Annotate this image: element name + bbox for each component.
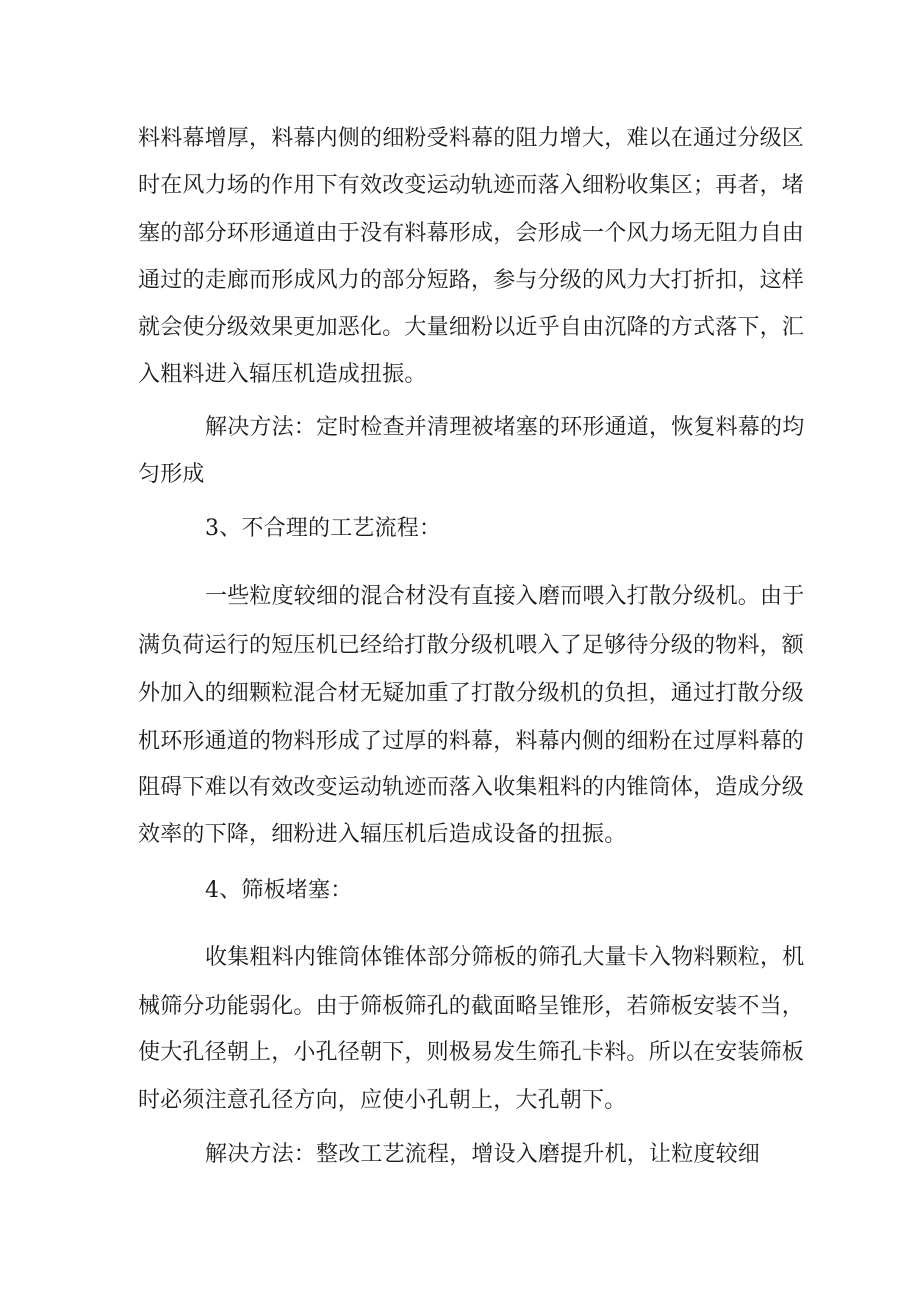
paragraph-1-line-4: 通过的走廊而形成风力的部分短路，参与分级的风力大打折扣，这样: [138, 268, 805, 293]
paragraph-3-line-6: 效率的下降，细粉进入辐压机后造成设备的扭振。: [138, 822, 627, 847]
paragraph-2-line-2: 匀形成: [138, 462, 205, 487]
paragraph-2-line-1: 解决方法：定时检查并清理被堵塞的环形通道，恢复料幕的均: [205, 415, 805, 440]
paragraph-1-line-5: 就会使分级效果更加恶化。大量细粉以近乎自由沉降的方式落下，汇: [138, 315, 805, 340]
paragraph-4-line-2: 械筛分功能弱化。由于筛板筛孔的截面略呈锥形，若筛板安装不当，: [138, 994, 805, 1019]
paragraph-4-line-3: 使大孔径朝上，小孔径朝下，则极易发生筛孔卡料。所以在安装筛板: [138, 1040, 805, 1065]
section-heading-3: 3、不合理的工艺流程：: [205, 516, 442, 541]
paragraph-1-line-1: 料料幕增厚，料幕内侧的细粉受料幕的阻力增大，难以在通过分级区: [138, 126, 805, 151]
paragraph-4-line-4: 时必须注意孔径方向，应使小孔朝上，大孔朝下。: [138, 1088, 627, 1113]
paragraph-3-line-1: 一些粒度较细的混合材没有直接入磨而喂入打散分级机。由于: [205, 584, 805, 609]
paragraph-1-line-6: 入粗料进入辐压机造成扭振。: [138, 362, 427, 387]
paragraph-1-line-2: 时在风力场的作用下有效改变运动轨迹而落入细粉收集区；再者，堵: [138, 173, 805, 198]
paragraph-3-line-3: 外加入的细颗粒混合材无疑加重了打散分级机的负担，通过打散分级: [138, 681, 805, 706]
paragraph-3-line-4: 机环形通道的物料形成了过厚的料幕，料幕内侧的细粉在过厚料幕的: [138, 729, 805, 754]
paragraph-5-line-1: 解决方法：整改工艺流程，增设入磨提升机，让粒度较细: [205, 1142, 761, 1167]
paragraph-1-line-3: 塞的部分环形通道由于没有料幕形成，会形成一个风力场无阻力自由: [138, 221, 805, 246]
paragraph-4-line-1: 收集粗料内锥筒体锥体部分筛板的筛孔大量卡入物料颗粒，机: [205, 945, 805, 970]
paragraph-3-line-5: 阻碍下难以有效改变运动轨迹而落入收集粗料的内锥筒体，造成分级: [138, 775, 805, 800]
section-heading-4: 4、筛板堵塞：: [205, 878, 353, 903]
paragraph-3-line-2: 满负荷运行的短压机已经给打散分级机喂入了足够待分级的物料，额: [138, 633, 805, 658]
